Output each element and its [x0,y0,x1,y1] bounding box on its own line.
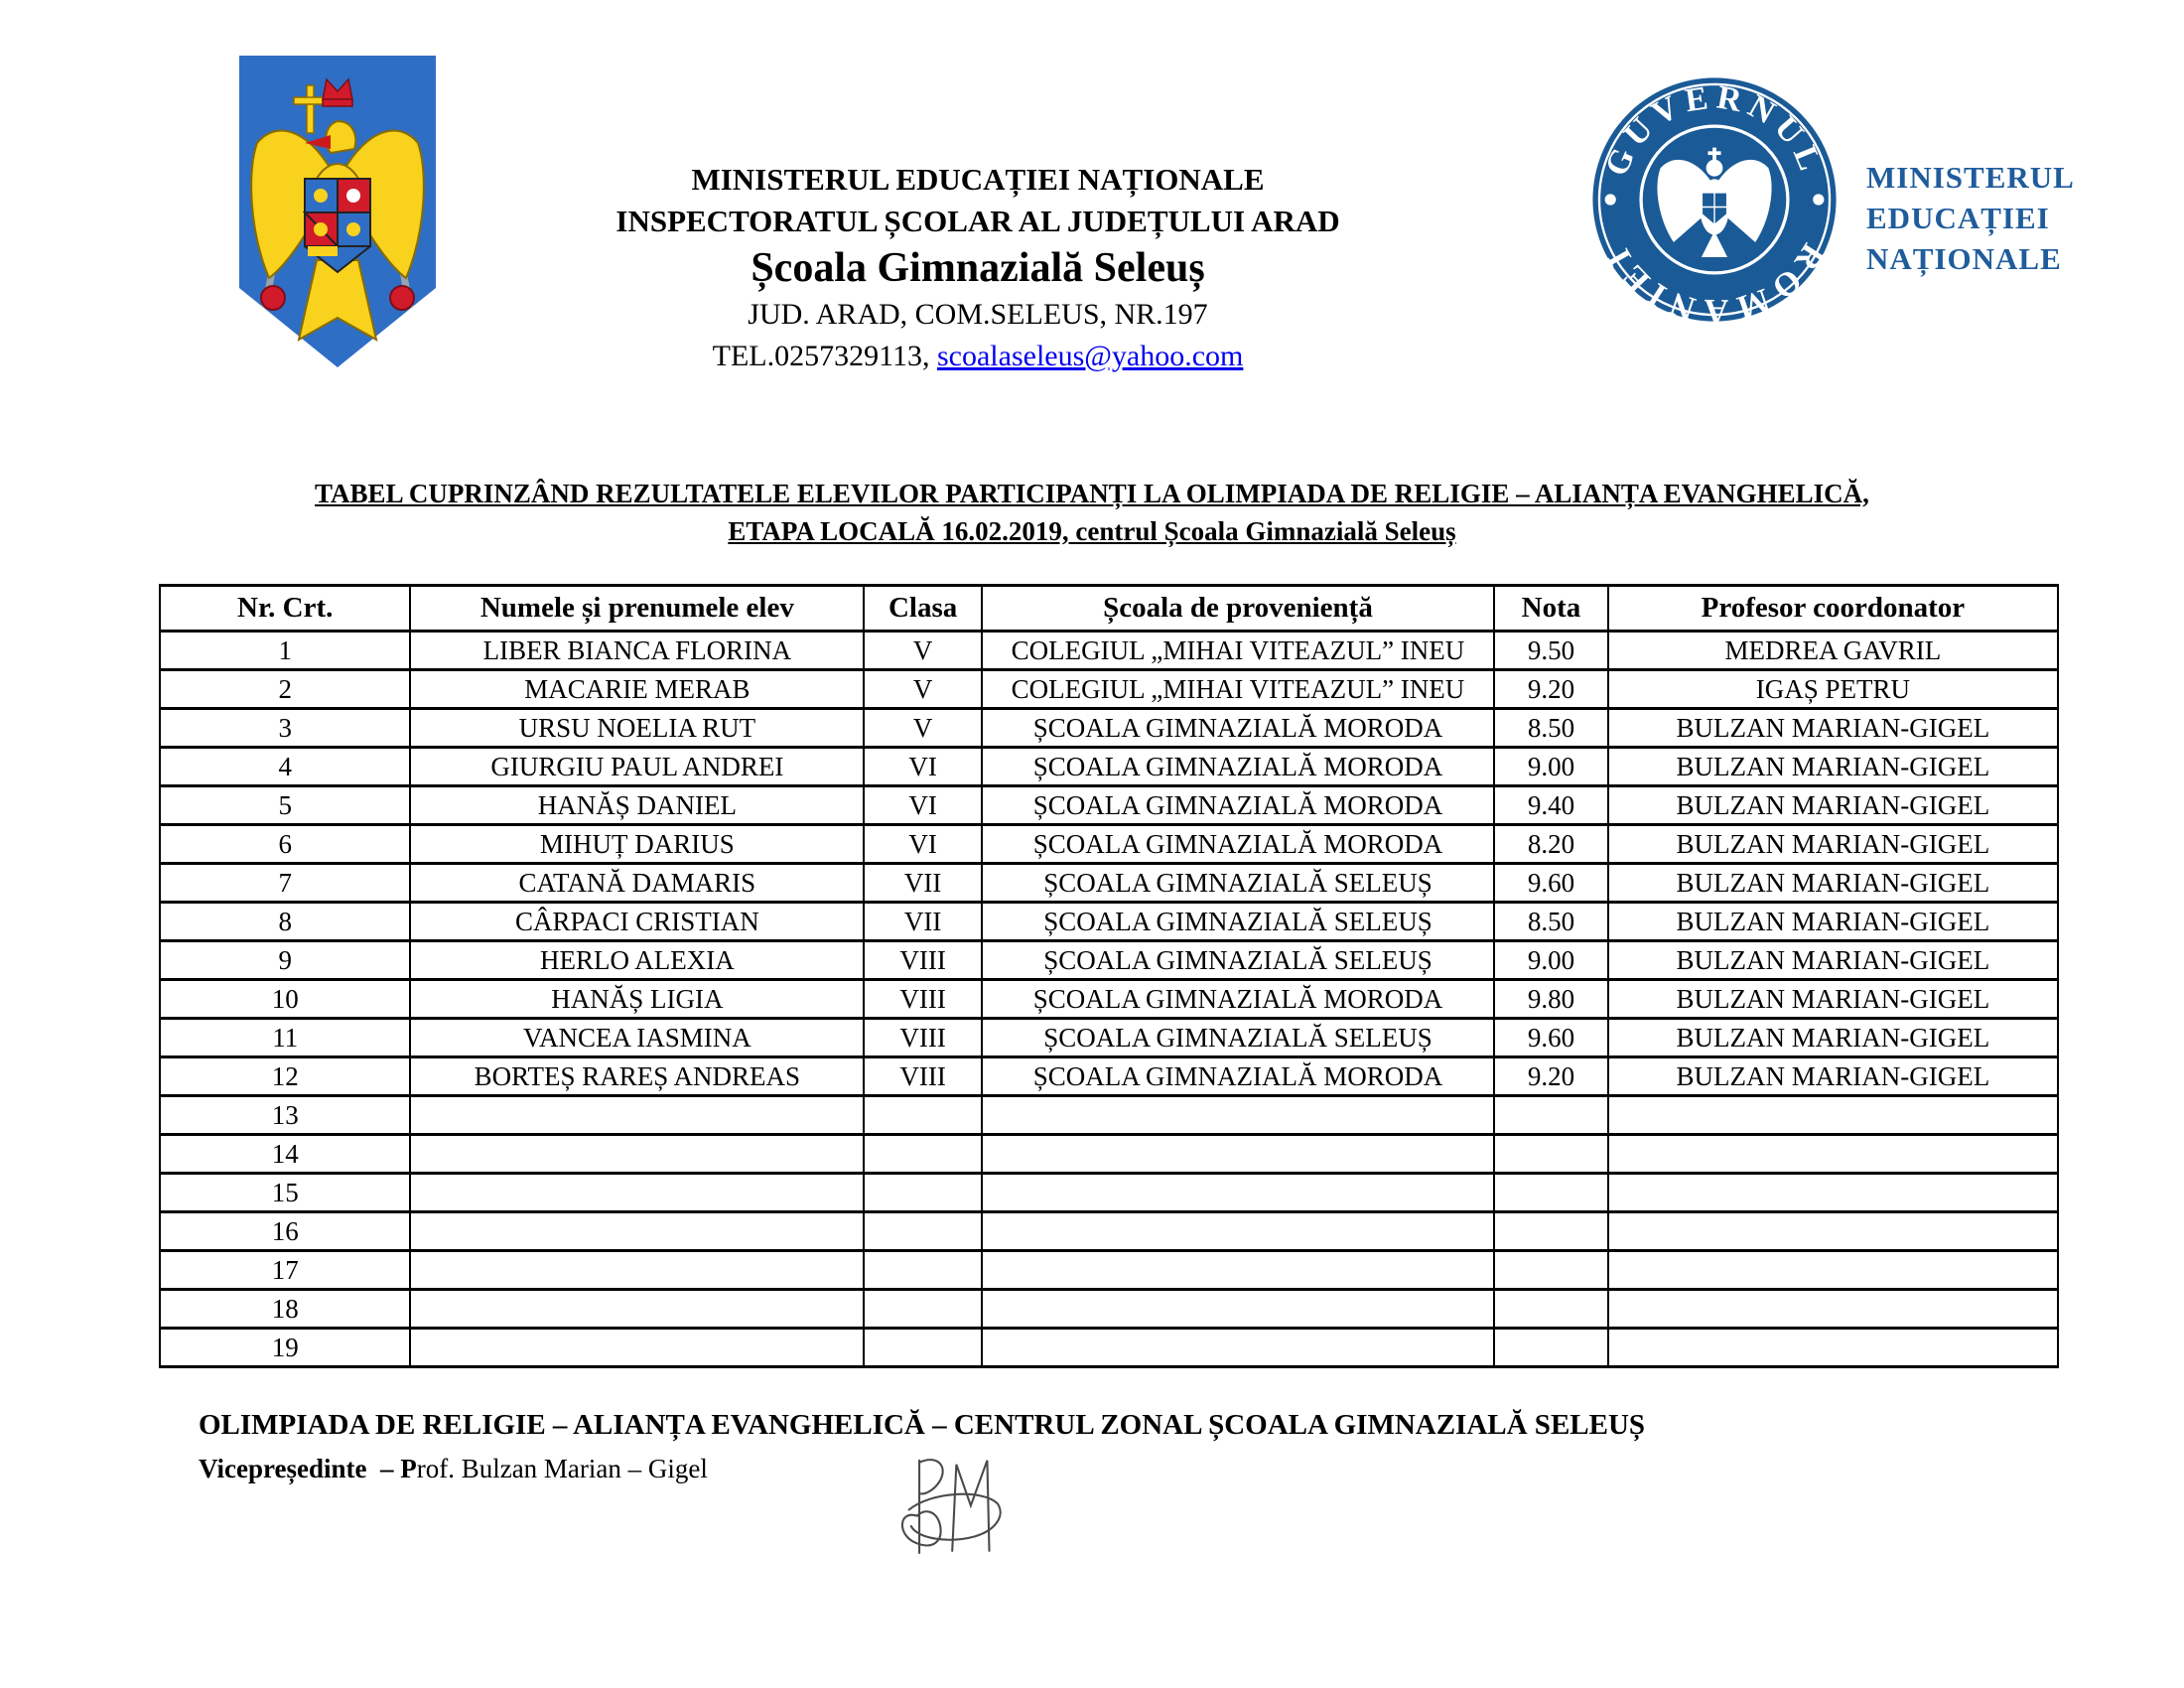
cell-class [864,1096,982,1135]
government-of-romania-seal-icon [1584,70,1844,330]
cell-student: CÂRPACI CRISTIAN [410,903,864,941]
cell-school [982,1329,1494,1367]
cell-nr: 6 [160,825,410,864]
cell-professor [1608,1096,2058,1135]
cell-professor [1608,1290,2058,1329]
cell-grade: 9.00 [1494,941,1608,980]
table-row [160,1329,2058,1367]
cell-professor: BULZAN MARIAN-GIGEL [1608,980,2058,1019]
cell-nr: 4 [160,748,410,786]
cell-student [410,1135,864,1174]
table-row [160,748,2058,786]
cell-school [982,1135,1494,1174]
cell-nr: 12 [160,1057,410,1096]
cell-student: GIURGIU PAUL ANDREI [410,748,864,786]
cell-grade: 8.50 [1494,709,1608,748]
cell-nr: 7 [160,864,410,903]
cell-school: COLEGIUL „MIHAI VITEAZUL” INEU [982,632,1494,670]
cell-school: COLEGIUL „MIHAI VITEAZUL” INEU [982,670,1494,709]
cell-student: URSU NOELIA RUT [410,709,864,748]
ministry-logo-line1: MINISTERUL [1866,160,2075,195]
cell-nr: 14 [160,1135,410,1174]
document-title-line2: ETAPA LOCALĂ 16.02.2019, centrul Școala Gimnazială Seleuș [728,516,1456,546]
handwritten-signature [888,1452,1032,1571]
header-student-name: Numele și prenumele elev [410,586,864,632]
cell-grade: 9.00 [1494,748,1608,786]
table-row [160,1096,2058,1135]
header-school: Școala de proveniență [982,586,1494,632]
cell-class: VII [864,903,982,941]
cell-grade: 9.20 [1494,670,1608,709]
cell-nr: 1 [160,632,410,670]
cell-class [864,1251,982,1290]
cell-professor: IGAȘ PETRU [1608,670,2058,709]
cell-class: VIII [864,1019,982,1057]
cell-professor [1608,1329,2058,1367]
cell-school: ȘCOALA GIMNAZIALĂ MORODA [982,709,1494,748]
cell-class: VII [864,864,982,903]
cell-student: VANCEA IASMINA [410,1019,864,1057]
table-row [160,1174,2058,1212]
cell-professor: BULZAN MARIAN-GIGEL [1608,1019,2058,1057]
letterhead [531,159,1425,377]
cell-class: VIII [864,1057,982,1096]
cell-student [410,1212,864,1251]
cell-grade: 9.50 [1494,632,1608,670]
school-address: JUD. ARAD, COM.SELEUS, NR.197 [748,298,1208,331]
cell-student [410,1251,864,1290]
seal-text-top: GUVERNUL [1597,78,1832,182]
cell-nr: 9 [160,941,410,980]
cell-professor: BULZAN MARIAN-GIGEL [1608,825,2058,864]
cell-school [982,1290,1494,1329]
cell-nr: 3 [160,709,410,748]
cell-professor [1608,1212,2058,1251]
ministry-name: MINISTERUL EDUCAȚIEI NAȚIONALE [691,162,1265,197]
school-contact [531,336,1425,377]
table-header-row [160,586,2058,632]
cell-student [410,1329,864,1367]
table-row [160,709,2058,748]
cell-nr: 19 [160,1329,410,1367]
cell-student: HERLO ALEXIA [410,941,864,980]
table-row [160,903,2058,941]
cell-professor: BULZAN MARIAN-GIGEL [1608,748,2058,786]
signatory-name: rof. Bulzan Marian – Gigel [416,1454,708,1483]
cell-student: CATANĂ DAMARIS [410,864,864,903]
header-professor: Profesor coordonator [1608,586,2058,632]
ministry-logo-line2: EDUCAȚIEI [1866,201,2050,235]
cell-class [864,1174,982,1212]
seal-text-bottom: ROMÂNIEI [1597,236,1832,330]
cell-nr: 11 [160,1019,410,1057]
results-table-body [160,632,2058,1367]
cell-grade: 9.40 [1494,786,1608,825]
table-row [160,1057,2058,1096]
table-row [160,632,2058,670]
cell-class: V [864,670,982,709]
cell-class [864,1135,982,1174]
inspectorate-name: INSPECTORATUL ȘCOLAR AL JUDEȚULUI ARAD [615,204,1340,238]
cell-professor: BULZAN MARIAN-GIGEL [1608,1057,2058,1096]
cell-professor: BULZAN MARIAN-GIGEL [1608,903,2058,941]
table-row [160,980,2058,1019]
cell-school: ȘCOALA GIMNAZIALĂ SELEUȘ [982,941,1494,980]
cell-class: VIII [864,941,982,980]
cell-nr: 10 [160,980,410,1019]
cell-student: MIHUȚ DARIUS [410,825,864,864]
cell-class: V [864,632,982,670]
cell-class [864,1212,982,1251]
cell-school: ȘCOALA GIMNAZIALĂ SELEUȘ [982,864,1494,903]
header-class: Clasa [864,586,982,632]
cell-nr: 15 [160,1174,410,1212]
cell-school [982,1251,1494,1290]
cell-class: VIII [864,980,982,1019]
cell-grade [1494,1174,1608,1212]
table-row [160,941,2058,980]
cell-school: ȘCOALA GIMNAZIALĂ MORODA [982,980,1494,1019]
cell-professor: BULZAN MARIAN-GIGEL [1608,786,2058,825]
cell-nr: 5 [160,786,410,825]
cell-class: VI [864,786,982,825]
results-table [159,584,2059,1368]
cell-school [982,1096,1494,1135]
cell-professor: BULZAN MARIAN-GIGEL [1608,864,2058,903]
cell-grade [1494,1251,1608,1290]
phone-number: TEL.0257329113, [712,340,937,372]
cell-school: ȘCOALA GIMNAZIALĂ MORODA [982,748,1494,786]
cell-class [864,1290,982,1329]
cell-grade: 9.60 [1494,864,1608,903]
table-row [160,1019,2058,1057]
cell-student: HANĂȘ LIGIA [410,980,864,1019]
cell-nr: 16 [160,1212,410,1251]
cell-professor [1608,1251,2058,1290]
cell-grade [1494,1212,1608,1251]
email-link[interactable]: scoalaseleus@yahoo.com [937,340,1244,372]
table-row [160,1135,2058,1174]
cell-student: MACARIE MERAB [410,670,864,709]
table-row [160,1212,2058,1251]
cell-nr: 2 [160,670,410,709]
table-row [160,825,2058,864]
cell-professor: MEDREA GAVRIL [1608,632,2058,670]
ministry-logo-text [1866,157,2075,279]
cell-student [410,1096,864,1135]
cell-nr: 8 [160,903,410,941]
cell-class: VI [864,825,982,864]
romania-coat-of-arms-icon [235,52,440,371]
cell-grade: 8.50 [1494,903,1608,941]
cell-professor: BULZAN MARIAN-GIGEL [1608,941,2058,980]
ministry-logo-line3: NAȚIONALE [1866,241,2062,276]
table-row [160,864,2058,903]
cell-nr: 13 [160,1096,410,1135]
cell-grade: 9.20 [1494,1057,1608,1096]
cell-grade [1494,1290,1608,1329]
cell-student: LIBER BIANCA FLORINA [410,632,864,670]
cell-class [864,1329,982,1367]
header-nr-crt: Nr. Crt. [160,586,410,632]
table-row [160,1290,2058,1329]
cell-nr: 18 [160,1290,410,1329]
document-title-line1: TABEL CUPRINZÂND REZULTATELE ELEVILOR PARTICIPANȚI LA OLIMPIADA DE RELIGIE – ALIANȚA EVANGHELICĂ, [315,479,1869,508]
footer-olympiad-line: OLIMPIADA DE RELIGIE – ALIANȚA EVANGHELICĂ – CENTRUL ZONAL ȘCOALA GIMNAZIALĂ SELEUȘ [199,1409,1646,1441]
cell-school: ȘCOALA GIMNAZIALĂ MORODA [982,786,1494,825]
table-row [160,786,2058,825]
cell-school: ȘCOALA GIMNAZIALĂ MORODA [982,1057,1494,1096]
table-row [160,1251,2058,1290]
cell-professor [1608,1174,2058,1212]
cell-grade [1494,1096,1608,1135]
cell-school: ȘCOALA GIMNAZIALĂ MORODA [982,825,1494,864]
cell-class: V [864,709,982,748]
header-grade: Nota [1494,586,1608,632]
cell-grade: 8.20 [1494,825,1608,864]
cell-grade [1494,1135,1608,1174]
cell-student [410,1174,864,1212]
document-title [99,475,2085,550]
cell-grade: 9.80 [1494,980,1608,1019]
table-row [160,670,2058,709]
cell-student: BORTEȘ RAREȘ ANDREAS [410,1057,864,1096]
cell-student: HANĂȘ DANIEL [410,786,864,825]
cell-school: ȘCOALA GIMNAZIALĂ SELEUȘ [982,903,1494,941]
cell-school: ȘCOALA GIMNAZIALĂ SELEUȘ [982,1019,1494,1057]
cell-professor [1608,1135,2058,1174]
cell-school [982,1212,1494,1251]
cell-grade [1494,1329,1608,1367]
cell-student [410,1290,864,1329]
school-name: Școala Gimnazială Seleuș [751,245,1205,291]
cell-nr: 17 [160,1251,410,1290]
cell-class: VI [864,748,982,786]
cell-grade: 9.60 [1494,1019,1608,1057]
cell-professor: BULZAN MARIAN-GIGEL [1608,709,2058,748]
signatory-role: Vicepreședinte – P [199,1454,417,1483]
cell-school [982,1174,1494,1212]
